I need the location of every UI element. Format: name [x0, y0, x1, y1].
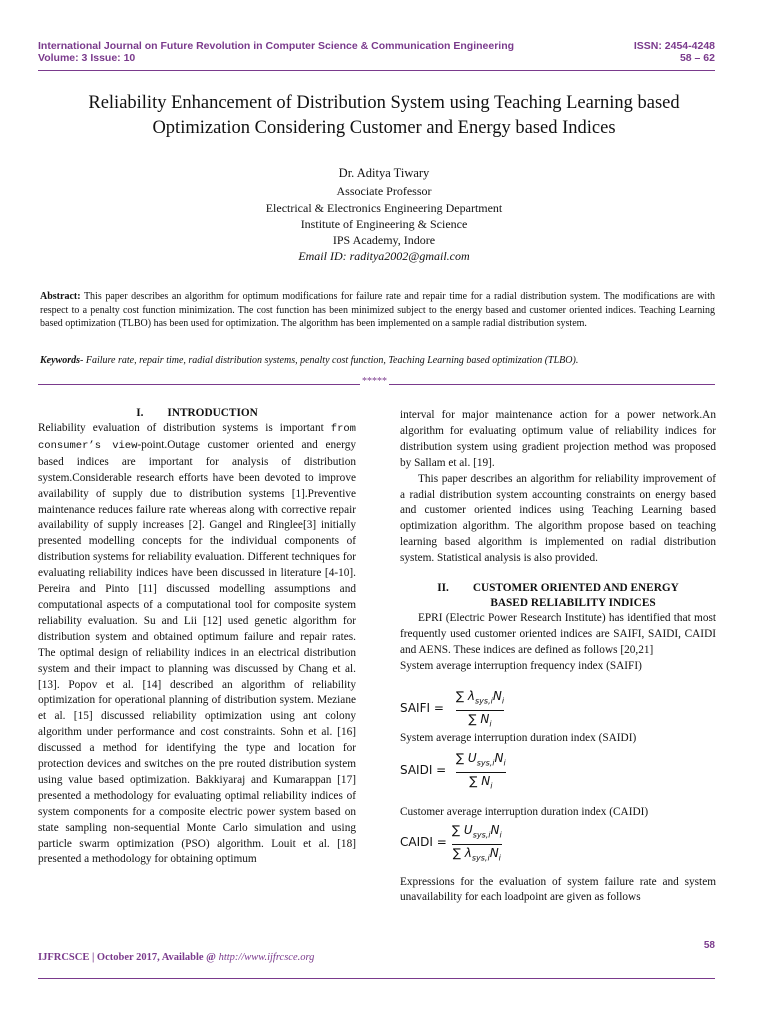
- saifi-denominator: ∑ $N_i$: [468, 711, 492, 729]
- intro-text-mono: from consumer’s view: [38, 423, 356, 452]
- separator-stars: *****: [362, 376, 387, 387]
- section-2-title-line-2: BASED RELIABILITY INDICES: [490, 597, 656, 610]
- footer-label: IJFRCSCE | October 2017, Available @: [38, 952, 219, 963]
- section-1-heading: [38, 406, 356, 421]
- paper-title: [20, 91, 748, 141]
- title-line-2: Optimization Considering Customer and Energy based Indices: [152, 118, 616, 138]
- saidi-denominator: ∑ $N_i$: [469, 773, 493, 791]
- abstract: [40, 290, 715, 331]
- left-column: [38, 406, 356, 868]
- journal-name: International Journal on Future Revolution in Computer Science & Communication Engineering: [38, 40, 515, 52]
- author-department: Electrical & Electronics Engineering Department: [265, 200, 503, 215]
- intro-paragraph: [38, 421, 356, 868]
- section-2-heading: [400, 581, 716, 611]
- section-2-title-line-1: CUSTOMER ORIENTED AND ENERGY: [472, 582, 679, 595]
- right-paragraph-1: interval for major maintenance action for a power network.An algorithm for evaluating optimum value of reliability indices for distribution system using gradient projection method was proposed by Sallam et al. [19].: [400, 409, 716, 469]
- title-line-1: Reliability Enhancement of Distribution System using Teaching Learning based: [88, 93, 680, 113]
- author-name: Dr. Aditya Tiwary: [338, 166, 430, 180]
- author-institute: Institute of Engineering & Science: [300, 216, 468, 231]
- intro-text-b: -point.Outage customer oriented and energy based indices are important for analysis of distribution system.Considerable research efforts have been devoted to improve availability of supply due to distribution systems [1].Preventive maintenance reduces failure rate whereas along with corrective repair availability of supply increases [2]. Gangel and Ringlee[3] initially presented modelling concepts for the individual components of distribution systems for reliability evaluation. Different techniques for evaluating reliability indices have been discussed in literature [4-10]. Pereira and Pinto [11] discussed modelling assumptions and computational aspects of a computational tool for composite system reliability evaluation. Su and Lii [12] used genetic algorithm for distribution system and obtained optimum failure and repair rates. The optimal design of reliability indices in an electrical distribution system and their impact to planning was discussed by Chang et al. [13]. Popov et al. [14] described an algorithm of reliability optimization for operational planning of distribution system. Meziane et al. [15] discussed reliability optimization using ant colony algorithm under performance and cost constraints. Sohn et al. [16] discussed a method for identifying the type and location for protection devices and switches on the pre routed distribution system using value based optimization. Bakkiyaraj and Kumarappan [17] presented a methodology for evaluating optimal reliability indices of system components for a composite electric power system based on state sampling non-sequential Monte Carlo simulation and using particle swarm optimization (PSO) algorithm. Louit et al. [18] presented a methodology for obtaining optimum: [38, 438, 357, 866]
- section-separator: [38, 376, 715, 388]
- caidi-lhs: CAIDI =: [400, 834, 447, 849]
- saifi-numerator: ∑ $\lambda_{sys,i}N_i$: [456, 688, 505, 706]
- saidi-label: System average interruption duration index (SAIDI): [400, 731, 637, 744]
- author-email: Email ID: raditya2002@gmail.com: [298, 249, 470, 264]
- section-1-title: INTRODUCTION: [167, 407, 258, 419]
- page-number: 58: [703, 940, 715, 951]
- saidi-equation: [400, 751, 716, 793]
- journal-header: [38, 40, 715, 64]
- section-1-number: I.: [136, 407, 144, 419]
- abstract-text: This paper describes an algorithm for optimum modifications for failure rate and repair time for a radial distribution system. The modifications are with respect to a penalty cost function minimization. The cost function has been minimized subject to the energy based and customer oriented indices. Teaching Learning based optimization (TLBO) has been used for optimization. The algorithm has been implemented on a sample radial distribution system.: [40, 291, 715, 329]
- caidi-label: Customer average interruption duration index (CAIDI): [400, 805, 649, 818]
- section-2-paragraph: EPRI (Electric Power Research Institute) has identified that most frequently used customer oriented indices are SAIFI, SAIDI, CAIDI and AENS. These indices are defined as follows [20,21]: [400, 612, 716, 656]
- expressions-paragraph: Expressions for the evaluation of system failure rate and system unavailability for each loadpoint are given as follows: [400, 875, 716, 904]
- page-range: 58 – 62: [679, 52, 715, 64]
- saifi-label: System average interruption frequency index (SAIFI): [400, 659, 642, 672]
- caidi-denominator: ∑ $\lambda_{sys,i}N_i$: [452, 845, 501, 863]
- right-column: [400, 408, 716, 906]
- footer-text: [38, 952, 314, 963]
- section-2-number: II.: [437, 582, 449, 595]
- caidi-numerator: ∑ $U_{sys,i}N_i$: [452, 822, 502, 839]
- keywords: [40, 354, 715, 367]
- author-block: [0, 165, 768, 265]
- saifi-equation: [400, 689, 716, 731]
- right-paragraph-2: This paper describes an algorithm for reliability improvement of a radial distribution system accounting constraints on energy based and customer oriented indices using Teaching Learning based optimization algorithm. The algorithm propose based on teaching learning based algorithm is implemented on radial distribution system. Statistical analysis is also provided.: [400, 472, 716, 565]
- volume-issue: Volume: 3 Issue: 10: [38, 52, 136, 64]
- header-rule: [38, 70, 715, 71]
- footer-rule: [38, 978, 715, 979]
- issn: ISSN: 2454-4248: [633, 40, 715, 52]
- saidi-lhs: SAIDI =: [400, 762, 447, 777]
- footer-url-link[interactable]: http://www.ijfrcsce.org: [218, 952, 315, 963]
- keywords-label: Keywords: [40, 355, 80, 366]
- author-position: Associate Professor: [336, 184, 432, 199]
- abstract-label: Abstract:: [40, 291, 81, 302]
- saifi-lhs: SAIFI =: [400, 700, 444, 715]
- saidi-numerator: ∑ $U_{sys,i}N_i$: [456, 750, 506, 767]
- caidi-equation: [400, 823, 716, 865]
- keywords-text: - Failure rate, repair time, radial distribution systems, penalty cost function, Teaching Learning based optimization (TLBO).: [80, 355, 579, 366]
- intro-text-a: Reliability evaluation of distribution systems is important: [38, 422, 331, 434]
- author-academy: IPS Academy, Indore: [332, 233, 436, 248]
